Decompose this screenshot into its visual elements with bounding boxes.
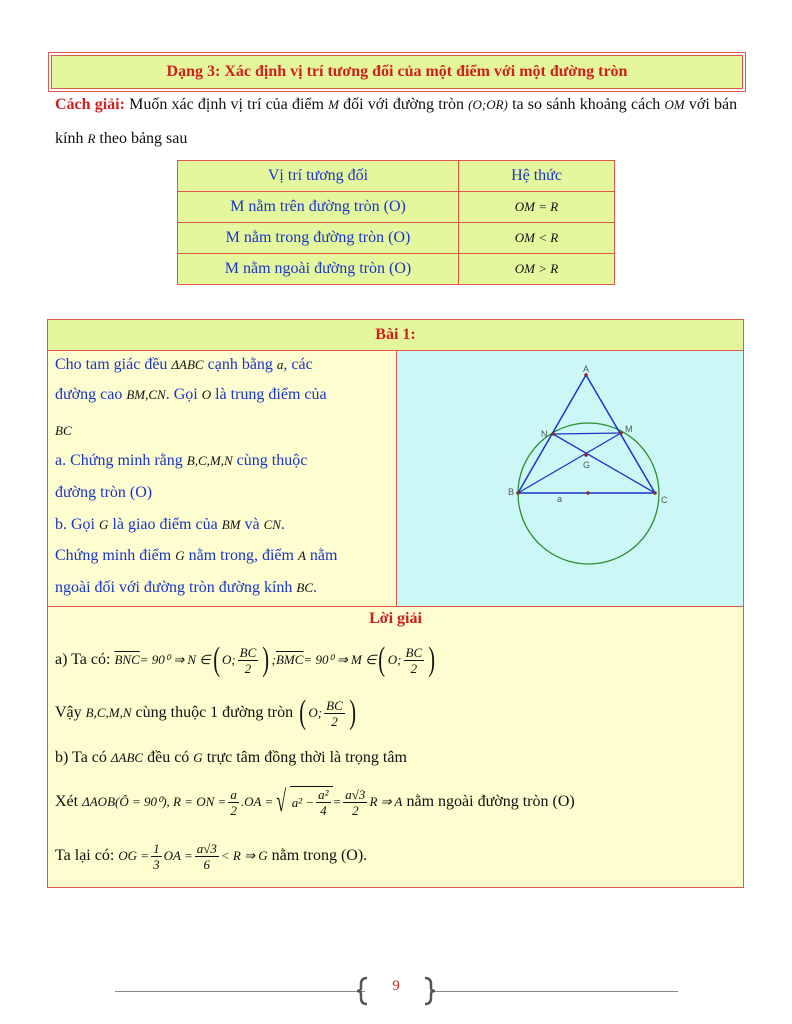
table-cell: M nằm ngoài đường tròn (O)	[178, 254, 459, 285]
table-header: Hệ thức	[459, 161, 615, 192]
frac-den: 3	[153, 856, 160, 872]
paren-left: (	[212, 641, 220, 678]
problem-text: .	[313, 579, 318, 596]
fraction	[343, 787, 367, 818]
segment-cn: CN	[263, 517, 281, 532]
math-expr: OG =	[118, 848, 150, 863]
math-expr: .OA =	[240, 794, 274, 809]
solution-line-x	[55, 782, 575, 822]
point-c	[653, 491, 657, 495]
problem-text: ngoài đối với đường tròn đường kính	[55, 579, 293, 596]
solution-line-a	[55, 640, 437, 680]
math-expr: = 90⁰ ⇒ N ∈	[139, 652, 211, 667]
var-g: G	[193, 750, 203, 765]
angle-bnc: $\overline{BNC}$	[114, 652, 140, 667]
page-number: 9	[392, 978, 400, 994]
solution-text: b) Ta có	[55, 749, 107, 766]
problem-text: đường cao	[55, 386, 123, 403]
solution-text: Vậy	[55, 704, 82, 721]
var-a-point: A	[297, 548, 306, 563]
solution-text: Xét	[55, 793, 79, 810]
angle-bmc: $\overline{BMC}$	[275, 652, 304, 667]
table-header-row	[178, 161, 615, 192]
label-a: A	[583, 364, 590, 374]
solution-line-t	[55, 836, 367, 876]
var-om: OM	[664, 97, 685, 112]
solution-text: trực tâm đồng thời là trọng tâm	[206, 749, 407, 766]
table-cell: M nằm trên đường tròn (O)	[178, 192, 459, 223]
math-expr: R ⇒ A	[369, 794, 403, 809]
problem-line-2	[55, 384, 389, 406]
method-text-4: cách	[631, 96, 661, 113]
frac-den: 6	[203, 856, 211, 872]
var-a: a	[276, 357, 284, 372]
fraction	[324, 698, 345, 729]
problem-text: nằm	[309, 547, 338, 564]
frac-num: BC	[239, 644, 257, 660]
table-header: Vị trí tương đối	[178, 161, 459, 192]
altitude-bm	[518, 433, 621, 493]
math-expr: O;	[221, 652, 236, 667]
var-g: G	[175, 548, 185, 563]
solution-line-v	[55, 693, 358, 733]
frac-num: a√3	[196, 840, 217, 856]
footer-rule-left	[115, 991, 365, 992]
problem-line-3	[55, 420, 389, 442]
frac-den: 2	[230, 802, 237, 818]
label-c: C	[661, 495, 668, 505]
point-g	[584, 453, 588, 457]
table-row	[178, 223, 615, 254]
problem-line-7	[55, 545, 389, 567]
frac-num: 1	[153, 840, 160, 856]
problem-text: là trung điểm của	[215, 386, 327, 403]
point-m	[619, 431, 623, 435]
math-expr: O;	[387, 652, 402, 667]
paren-left: (	[378, 641, 386, 678]
frac-num: BC	[405, 644, 423, 660]
table-cell: OM < R	[459, 223, 615, 254]
problem-line-5	[55, 482, 389, 504]
paren-right: )	[262, 641, 270, 678]
problem-text: đường tròn (O)	[55, 484, 153, 501]
label-m: M	[625, 424, 633, 434]
math-expr: = 90⁰ ⇒ M ∈	[303, 652, 377, 667]
fraction	[316, 787, 330, 818]
solution-text: Ta lại có:	[55, 847, 115, 864]
fraction	[151, 841, 162, 872]
math-expr: < R ⇒ G	[220, 848, 268, 863]
frac-num: a	[230, 786, 237, 802]
method-text-5: với bán kính	[55, 96, 738, 147]
method-text-2: đối với đường tròn	[343, 96, 464, 113]
problem-line-6	[55, 514, 389, 536]
problem-line-1	[55, 354, 389, 376]
problem-text: . Gọi	[165, 386, 198, 403]
solution-text: nằm ngoài đường tròn (O)	[406, 793, 575, 810]
frac-den: 2	[244, 660, 252, 676]
table-row	[178, 192, 615, 223]
method-text-3: ta so sánh khoảng	[512, 96, 627, 113]
math-expr: OA =	[163, 848, 193, 863]
relation-table	[177, 160, 615, 285]
solution-line-b	[55, 747, 407, 769]
label-n: N	[541, 429, 548, 439]
geometry-figure	[396, 350, 744, 607]
triangle-notation: ΔABC	[110, 750, 144, 765]
method-paragraph	[55, 88, 737, 156]
var-m: M	[328, 97, 339, 112]
segment-bm: BM	[221, 517, 241, 532]
table-row	[178, 254, 615, 285]
frac-num: a√3	[345, 786, 366, 802]
label-side-a: a	[557, 494, 563, 504]
problem-line-8	[55, 577, 389, 599]
point-b	[516, 491, 520, 495]
frac-den: 4	[320, 803, 327, 818]
problem-text: cùng thuộc	[236, 452, 308, 469]
points-notation: B,C,M,N	[85, 705, 132, 720]
table-cell: M nằm trong đường tròn (O)	[178, 223, 459, 254]
solution-text: đều có	[147, 749, 190, 766]
math-expr: =	[332, 794, 342, 809]
segment-bc: BC	[296, 580, 314, 595]
point-o	[586, 491, 590, 495]
method-text-1: Muốn xác định vị trí của điểm	[129, 96, 324, 113]
footer-rule-right	[430, 991, 678, 992]
label-g: G	[583, 460, 591, 470]
method-label: Cách giải:	[55, 96, 125, 113]
frac-den: 2	[352, 802, 359, 818]
table-cell: OM = R	[459, 192, 615, 223]
paren-right: )	[349, 694, 356, 731]
problem-text: a. Chứng minh rằng	[55, 452, 183, 469]
math-expr: ;	[271, 652, 276, 667]
exercise-title: Bài 1:	[47, 319, 744, 351]
section-title: Dạng 3: Xác định vị trí tương đối của một điểm với một đường tròn	[51, 55, 743, 89]
label-b: B	[508, 487, 515, 497]
sqrt-body	[290, 786, 333, 818]
solution-title: Lời giải	[369, 610, 422, 627]
problem-text: , các	[283, 356, 313, 373]
segment-nm	[553, 433, 621, 434]
triangle-notation: ΔABC	[171, 357, 204, 372]
problem-text: .	[280, 516, 285, 533]
fraction	[238, 645, 259, 676]
var-o: O	[201, 387, 212, 402]
points-notation: B,C,M,N	[186, 453, 233, 468]
problem-text: cạnh bằng	[207, 356, 273, 373]
point-n	[551, 432, 555, 436]
fraction	[195, 841, 219, 872]
frac-num: BC	[326, 697, 343, 713]
problem-line-4	[55, 450, 389, 472]
altitudes-notation: BM,CN	[126, 387, 166, 402]
method-text-6: theo bảng sau	[99, 130, 188, 147]
frac-den: 2	[410, 660, 418, 676]
table-cell: OM > R	[459, 254, 615, 285]
problem-text: nằm trong, điểm	[188, 547, 294, 564]
solution-text: cùng thuộc 1 đường tròn	[135, 704, 294, 721]
problem-text: Cho tam giác đều	[55, 356, 168, 373]
math-expr: a² −	[291, 794, 315, 810]
fraction	[228, 787, 239, 818]
frac-den: 2	[331, 713, 338, 729]
problem-text: là giao điểm của	[112, 516, 218, 533]
segment-bc: BC	[55, 423, 72, 438]
problem-text: Chứng minh điểm	[55, 547, 172, 564]
paren-left: (	[299, 694, 307, 731]
solution-text: a) Ta có:	[55, 651, 111, 668]
circle-notation: (O;OR)	[468, 97, 508, 112]
fraction	[404, 645, 425, 676]
math-expr: O;	[308, 705, 323, 720]
math-expr: ΔAOB(Ô = 90⁰), R = ON =	[82, 794, 227, 809]
sqrt-sign: √	[276, 785, 287, 818]
problem-text: b. Gọi	[55, 516, 95, 533]
solution-text: nằm trong (O).	[271, 847, 368, 864]
paren-right: )	[428, 641, 436, 678]
problem-text: và	[244, 516, 260, 533]
var-r: R	[87, 131, 96, 146]
var-g: G	[99, 517, 109, 532]
frac-num: a²	[318, 787, 329, 802]
